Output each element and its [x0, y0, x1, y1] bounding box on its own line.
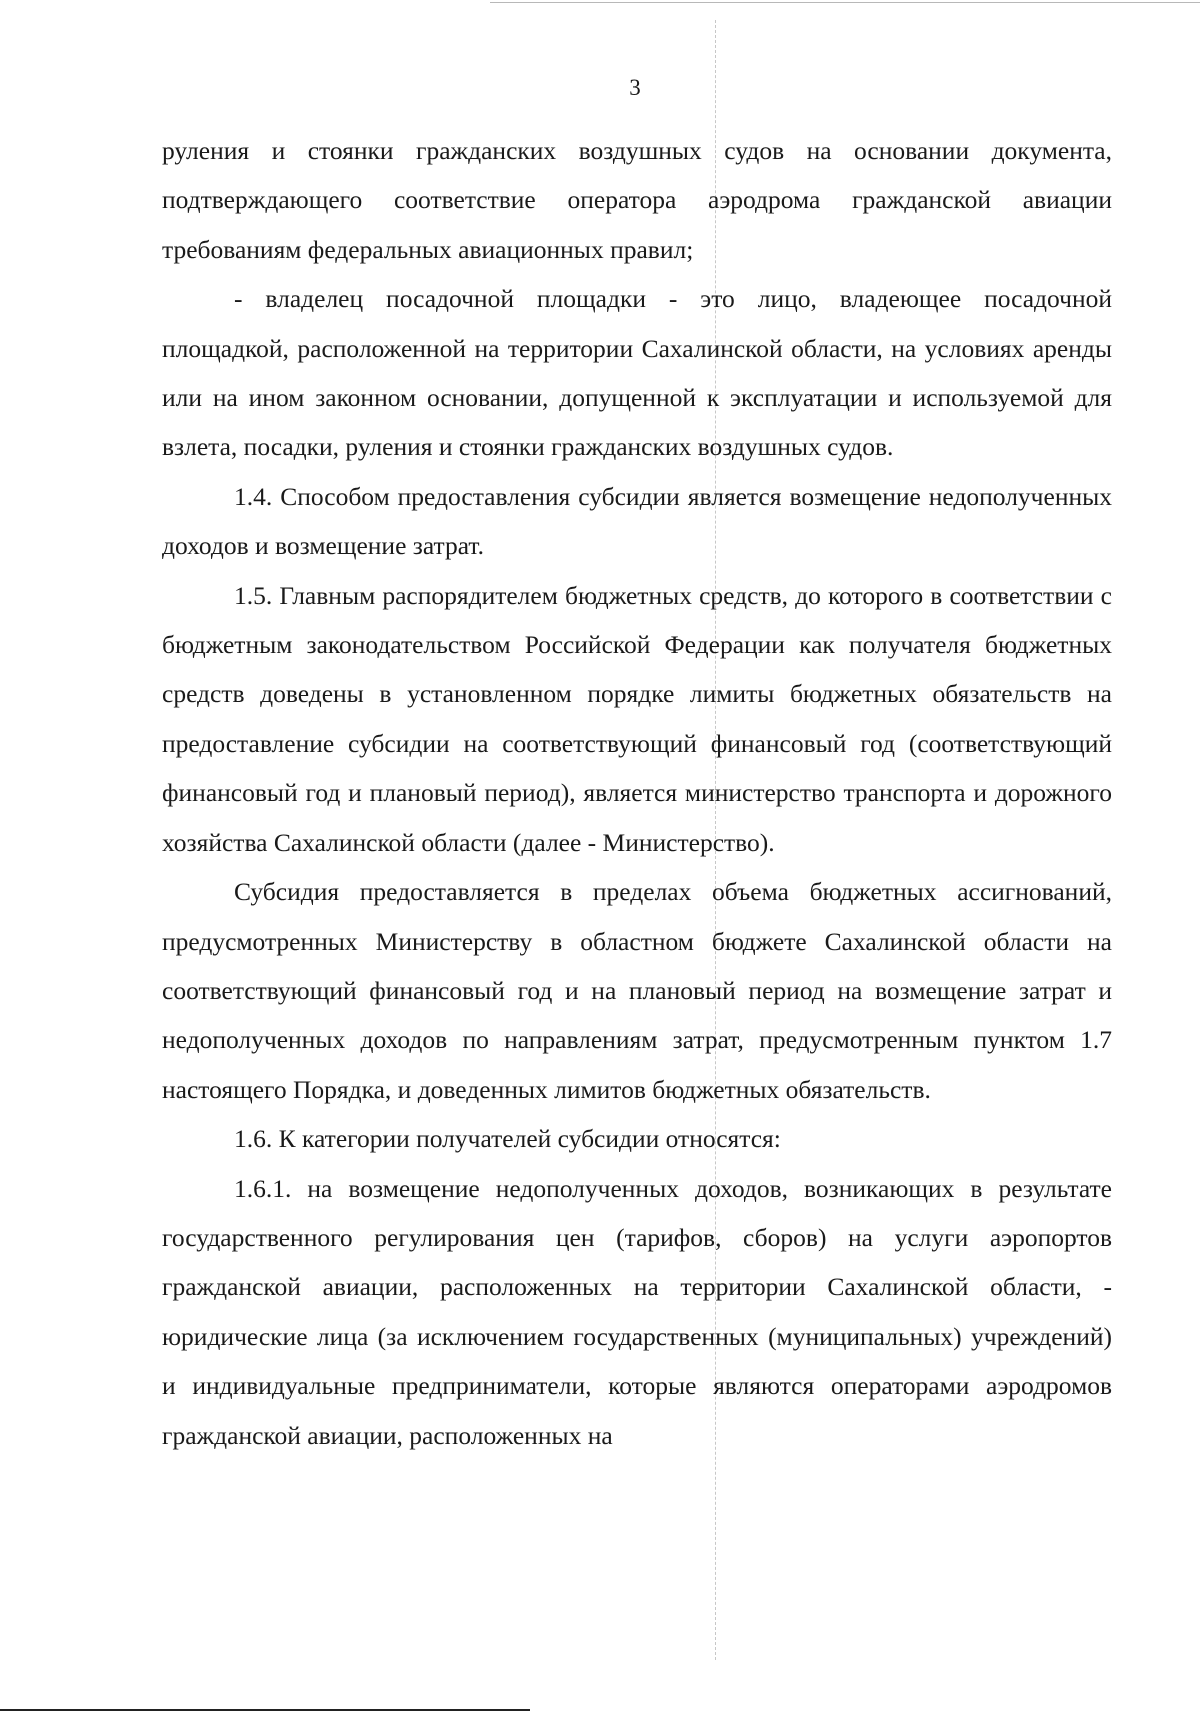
paragraph-1-5: 1.5. Главным распорядителем бюджетных средств, до которого в соответствии с бюджетным законодательством Российской Федерации как получателя бюджетных средств доведены в установленном порядке лимиты бюджетных обязательств на предоставление субсидии на соответствующий финансовый год (соответствующий финансовый год и плановый период), является министерство транспорта и дорожного хозяйства Сахалинской области (далее - Министерство). — [162, 580, 1112, 857]
scan-edge-bottom — [0, 1709, 530, 1711]
paragraph-subsidy-limits: Субсидия предоставляется в пределах объема бюджетных ассигнований, предусмотренных Министерству в областном бюджете Сахалинской области на соответствующий финансовый год и на плановый период на возмещение затрат и недополученных доходов по направлениям затрат, предусмотренным пунктом 1.7 настоящего Порядка, и доведенных лимитов бюджетных обязательств. — [162, 877, 1112, 1104]
paragraph-1-4: 1.4. Способом предоставления субсидии является возмещение недополученных доходов и возмещение затрат. — [162, 481, 1112, 561]
document-body — [162, 126, 1112, 1460]
scan-edge-top — [490, 2, 1200, 3]
page-number: 3 — [629, 75, 641, 100]
paragraph-landing-site-owner: - владелец посадочной площадки - это лицо, владеющее посадочной площадкой, расположенной на территории Сахалинской области, на условиях аренды или на ином законном основании, допущенной к эксплуатации и используемой для взлета, посадки, руления и стоянки гражданских воздушных судов. — [162, 284, 1112, 462]
paragraph-1-6: 1.6. К категории получателей субсидии относятся: — [234, 1124, 781, 1154]
paragraph-1-6-1: 1.6.1. на возмещение недополученных доходов, возникающих в результате государственного регулирования цен (тарифов, сборов) на услуги аэропортов гражданской авиации, расположенных на территории Сахалинской области, - юридические лица (за исключением государственных (муниципальных) учреждений) и индивидуальные предприниматели, которые являются операторами аэродромов гражданской авиации, расположенных на — [162, 1173, 1112, 1450]
paragraph-continuation-aerodrome-operator: руления и стоянки гражданских воздушных судов на основании документа, подтверждающего соответствие оператора аэродрома гражданской авиации требованиям федеральных авиационных правил; — [162, 136, 1112, 264]
